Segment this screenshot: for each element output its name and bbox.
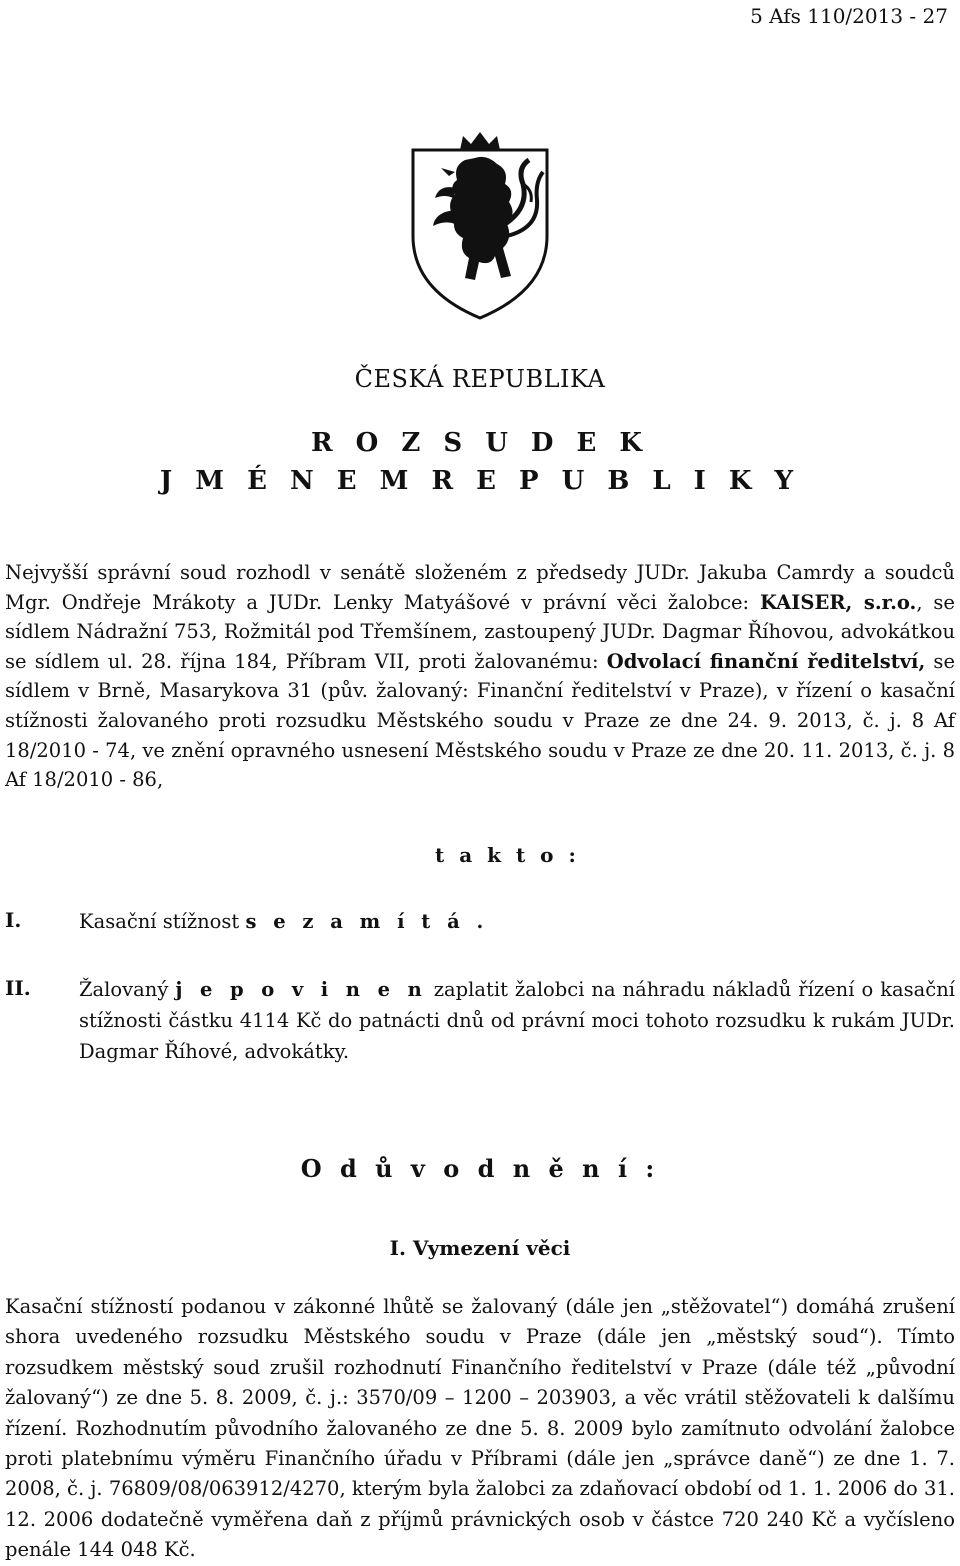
czech-lion-coat-of-arms-icon <box>405 128 555 323</box>
verdict-heading: t a k t o : <box>435 843 580 867</box>
verdict-item-emphasis: s e z a m í t á . <box>245 910 489 933</box>
judgment-subtitle: J M É N E M R E P U B L I K Y <box>159 466 801 496</box>
intro-text-2: , se sídlem Nádražní 753, Rožmitál pod Třemšínem, zastoupený JUDr. Dagmar Říhovou, advokátkou se sídlem ul. 28. října 184, Příbram VII, proti žalovanému: <box>5 590 955 673</box>
plaintiff-name: KAISER, s.r.o. <box>760 590 917 614</box>
section-paragraph: Kasační stížností podanou v zákonné lhůtě se žalovaný (dále jen „stěžovatel“) domáhá zrušení shora uvedeného rozsudku Městského soudu v Praze (dále jen „městský soud“). Tímto rozsudkem městský soud zrušil rozhodnutí Finančního ředitelství v Praze (dále též „původní žalovaný“) ze dne 5. 8. 2009, č. j.: 3570/09 – 1200 – 203903, a věc vrátil stěžovateli k dalšímu řízení. Rozhodnutím původního žalovaného ze dne 5. 8. 2009 bylo zamítnuto odvolání žalobce proti platebnímu výměru Finančního úřadu v Příbrami (dále jen „správce daně“) ze dne 1. 7. 2008, č. j. 76809/08/063912/4270, kterým byla žalobci za zdaňovací období od 1. 1. 2006 do 31. 12. 2006 dodatečně vyměřena daň z příjmů právnických osob v částce 720 240 Kč a vyčísleno penále 144 048 Kč. <box>5 1295 955 1562</box>
intro-text-1: Nejvyšší správní soud rozhodl v senátě složeném z předsedy JUDr. Jakuba Camrdy a soudců Mgr. Ondřeje Mrákoty a JUDr. Lenky Matyášové v právní věci žalobce: <box>5 561 955 614</box>
reasoning-heading: O d ů v o d n ě n í : <box>300 1154 660 1183</box>
verdict-item-number: I. <box>5 908 22 932</box>
intro-text-3: se sídlem v Brně, Masarykova 31 (pův. žalovaný: Finanční ředitelství v Praze), v řízení o kasační stížnosti žalovaného proti rozsudku Městského soudu v Praze ze dne 24. 9. 2013, č. j. 8 Af 18/2010 - 74, ve znění opravného usnesení Městského soudu v Praze ze dne 20. 11. 2013, č. j. 8 Af 18/2010 - 86, <box>5 649 955 792</box>
section-heading: I. Vymezení věci <box>389 1236 571 1260</box>
judgment-title: R O Z S U D E K <box>310 428 649 458</box>
verdict-item-text: Kasační stížnost s e z a m í t á . <box>79 910 489 933</box>
defendant-name: Odvolací finanční ředitelství, <box>606 649 926 673</box>
verdict-item-number: II. <box>5 976 31 1000</box>
verdict-item-text: Žalovaný j e p o v i n e n zaplatit žalobci na náhradu nákladů řízení o kasační stížnosti částku 4114 Kč do patnácti dnů od právní moci tohoto rozsudku k rukám JUDr. Dagmar Říhové, advokátky. <box>79 978 955 1063</box>
verdict-item-emphasis: j e p o v i n e n <box>175 978 427 1001</box>
intro-paragraph <box>5 558 955 795</box>
country-heading: ČESKÁ REPUBLIKA <box>354 365 606 393</box>
case-number: 5 Afs 110/2013 - 27 <box>750 4 948 28</box>
